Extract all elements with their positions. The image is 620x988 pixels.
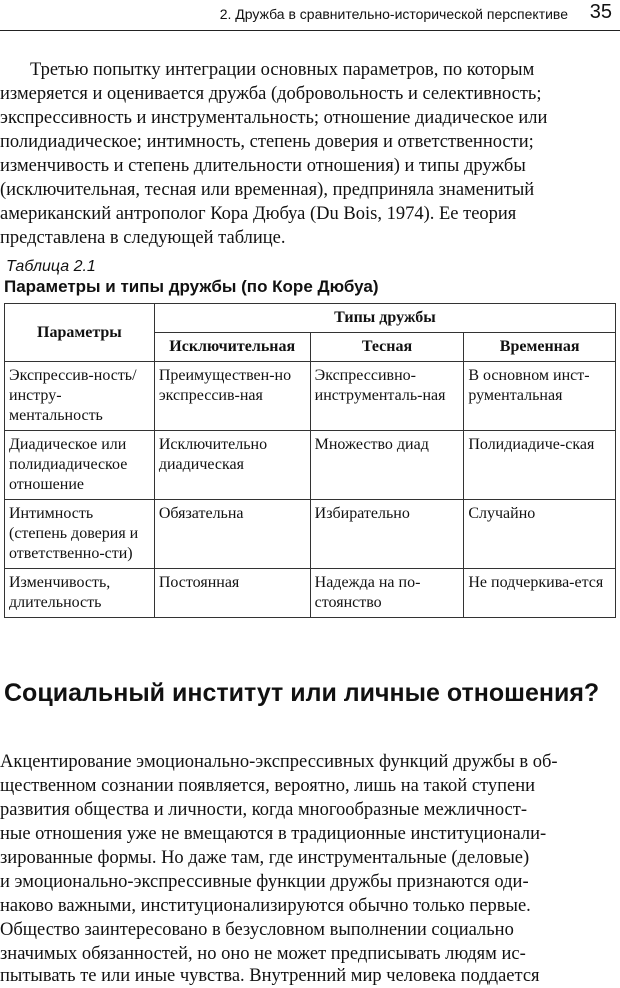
text-line: полидиадическое; интимность, степень доверия и ответственности; [0, 132, 534, 152]
table-row [5, 431, 616, 500]
text-line: и эмоционально-экспрессивные функции дружбы признаются оди- [0, 872, 529, 892]
text-line: Общество заинтересовано в безусловном выполнении социально [0, 920, 514, 940]
text-line: наково важными, институционализируются обычно только первые. [0, 896, 531, 916]
row-header: Диадическое или полидиадическое отношение [5, 431, 155, 500]
text-line: значимых обязанностей, но оно не может предписывать людям ис- [0, 944, 526, 964]
table-title: Параметры и типы дружбы (по Коре Дюбуа) [4, 277, 379, 296]
table-cell: Исключительно диадическая [154, 431, 310, 500]
table-cell: Множество диад [310, 431, 464, 500]
column-header: Тесная [310, 333, 464, 362]
column-group-header: Типы дружбы [154, 304, 615, 333]
text-line: развития общества и личности, когда многообразные межличност- [0, 800, 527, 820]
row-header: Изменчивость, длительность [5, 569, 155, 618]
table-caption: Таблица 2.1 [6, 258, 96, 275]
table-row [5, 362, 616, 431]
table-cell: Постоянная [154, 569, 310, 618]
text-line: пытывать те или иные чувства. Внутренний мир человека поддается [0, 966, 540, 986]
column-header-parameters: Параметры [5, 304, 155, 362]
table-cell: Обязательна [154, 500, 310, 569]
text-line: измеряется и оценивается дружба (добровольность и селективность; [0, 84, 542, 104]
section-heading: Социальный институт или личные отношения? [4, 679, 600, 707]
running-head: 2. Дружба в сравнительно-исторической перспективе [219, 6, 568, 22]
table-cell: Преимуществен-но экспрессив-ная [154, 362, 310, 431]
table-cell: Случайно [464, 500, 616, 569]
text-line: экспрессивность и инструментальность; отношение диадическое или [0, 108, 548, 128]
table-row [5, 569, 616, 618]
header-divider [0, 30, 620, 31]
table-cell: Полидиадиче-ская [464, 431, 616, 500]
text-line: Третью попытку интеграции основных параметров, по которым [30, 60, 535, 80]
text-line: изменчивость и степень длительности отношения) и типы дружбы [0, 156, 526, 176]
table-cell: В основном инст-рументальная [464, 362, 616, 431]
text-line: (исключительная, тесная или временная), предприняла знаменитый [0, 180, 535, 200]
table-cell: Избирательно [310, 500, 464, 569]
text-line: ные отношения уже не вмещаются в традиционные институционали- [0, 824, 547, 844]
text-line: американский антрополог Кора Дюбуа (Du Bois, 1974). Ее теория [0, 204, 517, 224]
table-row [5, 500, 616, 569]
row-header: Экспрессив-ность/инстру-ментальность [5, 362, 155, 431]
parameters-table [4, 303, 616, 618]
column-header: Временная [464, 333, 616, 362]
column-header: Исключительная [154, 333, 310, 362]
row-header: Интимность (степень доверия и ответственно-сти) [5, 500, 155, 569]
table-cell: Не подчеркива-ется [464, 569, 616, 618]
text-line: представлена в следующей таблице. [0, 228, 286, 248]
page-header [0, 0, 620, 32]
text-line: зированные формы. Но даже там, где инструментальные (деловые) [0, 848, 530, 868]
text-line: Акцентирование эмоционально-экспрессивных функций дружбы в об- [0, 752, 558, 772]
text-line: щественном сознании появляется, вероятно, лишь на такой ступени [0, 776, 536, 796]
page-number: 35 [589, 1, 612, 23]
table-cell: Надежда на по-стоянство [310, 569, 464, 618]
table-cell: Экспрессивно-инструменталь-ная [310, 362, 464, 431]
